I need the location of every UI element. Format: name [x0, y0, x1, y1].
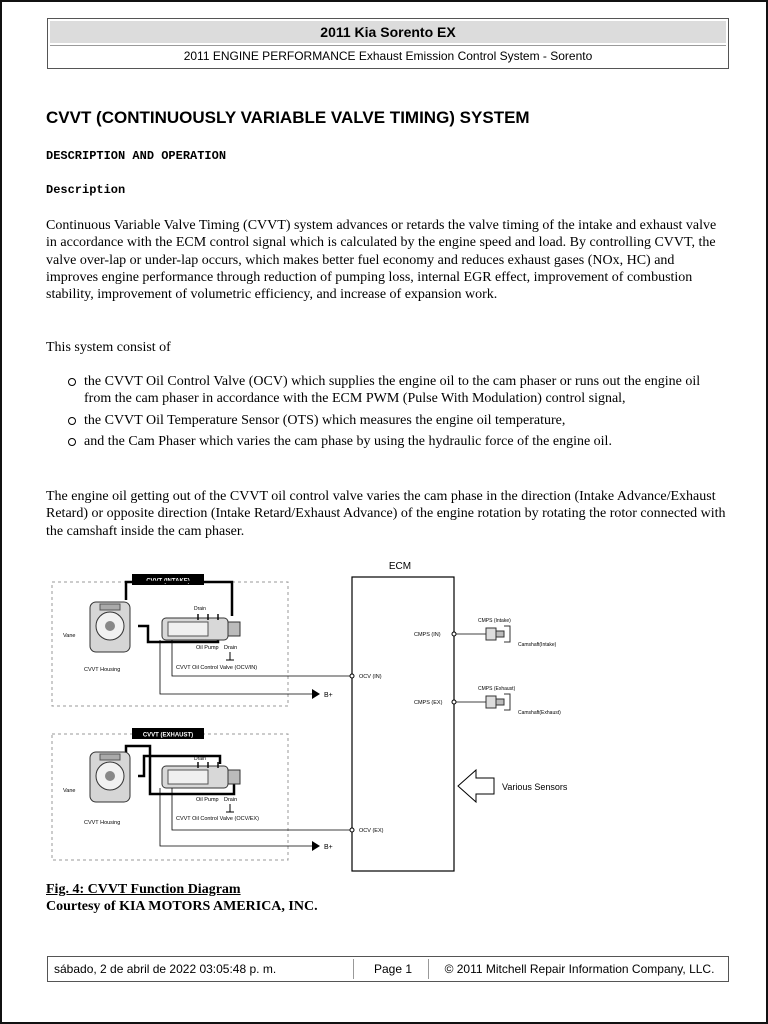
- pin-icon: [452, 700, 456, 704]
- cvvt-function-diagram: [48, 556, 668, 872]
- drain-label: Drain: [224, 645, 238, 651]
- ground-icon: [226, 804, 234, 812]
- intake-phaser-icon: [90, 602, 130, 652]
- exhaust-phaser-icon: [90, 752, 130, 802]
- operation-paragraph: The engine oil getting out of the CVVT oil control valve varies the cam phase in the direction (Intake Advance/Exhaust Retard) or opposite direction (Intake Retard/Exhaust Advance) of the engine rotation by rotating the rotor connected with the camshaft inside the cam phaser.: [46, 489, 726, 539]
- ground-icon: [226, 652, 234, 660]
- bullet-icon: [68, 438, 76, 446]
- cmps-intake-label: CMPS (Intake): [478, 618, 511, 624]
- oil-pump-label: Oil Pump: [196, 797, 219, 803]
- ocv-in-label: CVVT Oil Control Valve (OCV/IN): [176, 665, 258, 671]
- footer-copyright: © 2011 Mitchell Repair Information Company, LLC.: [444, 962, 715, 976]
- exhaust-tag-label: CVVT (EXHAUST): [142, 732, 194, 739]
- bullet-icon: [68, 417, 76, 425]
- footer-date: sábado, 2 de abril de 2022 03:05:48 p. m.: [50, 959, 354, 979]
- drain-label: Drain: [194, 756, 206, 762]
- vane-label: Vane: [63, 788, 76, 794]
- pin-cmps-ex: CMPS (EX): [414, 700, 443, 706]
- pin-icon: [350, 828, 354, 832]
- arrow-icon: [312, 689, 320, 699]
- intake-region: [52, 582, 288, 706]
- header-subtitle: 2011 ENGINE PERFORMANCE Exhaust Emission Control System - Sorento: [50, 45, 726, 66]
- cmps-exhaust-label: CMPS (Exhaust): [478, 686, 516, 692]
- footer-page: Page 1: [358, 959, 429, 979]
- pin-ocv-ex: OCV (EX): [359, 828, 384, 834]
- oil-pump-label: Oil Pump: [196, 645, 219, 651]
- document-header: [47, 18, 729, 69]
- list-item: the CVVT Oil Temperature Sensor (OTS) which measures the engine oil temperature,: [66, 412, 716, 429]
- bplus-label: B+: [324, 692, 333, 699]
- section-title: CVVT (CONTINUOUSLY VARIABLE VALVE TIMING) SYSTEM: [46, 108, 530, 127]
- intake-oil-line-upper: [126, 582, 232, 616]
- component-list: [66, 373, 716, 454]
- figure-credit: Courtesy of KIA MOTORS AMERICA, INC.: [46, 899, 318, 914]
- housing-label: CVVT Housing: [84, 667, 121, 673]
- pin-icon: [452, 632, 456, 636]
- camshaft-intake-label: Camshaft(Intake): [518, 642, 557, 648]
- header-title: 2011 Kia Sorento EX: [50, 21, 726, 43]
- pin-cmps-in: CMPS (IN): [414, 632, 441, 638]
- intake-ocv-icon: [162, 614, 240, 640]
- various-sensors-label: Various Sensors: [502, 782, 568, 792]
- document-footer: [47, 956, 729, 982]
- ocv-ex-label: CVVT Oil Control Valve (OCV/EX): [176, 816, 259, 822]
- list-item: the CVVT Oil Control Valve (OCV) which supplies the engine oil to the cam phaser or runs out the engine oil from the cam phaser in accordance with the ECM PWM (Pulse With Modulation) control signal,: [66, 373, 716, 408]
- bplus-label: B+: [324, 844, 333, 851]
- subsubheading: Description: [46, 183, 126, 197]
- list-item: and the Cam Phaser which varies the cam phase by using the hydraulic force of the engine oil.: [66, 433, 716, 450]
- vane-label: Vane: [63, 633, 76, 639]
- description-paragraph: Continuous Variable Valve Timing (CVVT) system advances or retards the valve timing of the intake and exhaust valve in accordance with the ECM control signal which is calculated by the engine speed and load. By controlling CVVT, the valve over-lap or under-lap occurs, which makes better fuel economy and reduces exhaust gases (NOx, HC) and improves engine performance through reduction of pumping loss, internal EGR effect, improvement of combustion stability, improvement of volumetric efficiency, and increase of expansion work.: [46, 218, 717, 303]
- subheading: DESCRIPTION AND OPERATION: [46, 149, 227, 163]
- exhaust-ocv-icon: [162, 762, 240, 788]
- pin-icon: [350, 674, 354, 678]
- housing-label: CVVT Housing: [84, 820, 121, 826]
- exhaust-region: [52, 734, 288, 860]
- cmps-intake-sensor-icon: [486, 626, 510, 642]
- drain-label: Drain: [194, 606, 206, 612]
- cmps-exhaust-sensor-icon: [486, 694, 510, 710]
- camshaft-exhaust-label: Camshaft(Exhaust): [518, 710, 561, 716]
- pin-ocv-in: OCV (IN): [359, 674, 382, 680]
- ecm-box: [352, 577, 454, 871]
- drain-label: Drain: [224, 797, 238, 803]
- arrow-icon: [312, 841, 320, 851]
- ecm-label: ECM: [388, 561, 412, 572]
- system-intro: This system consist of: [46, 340, 171, 355]
- sensor-input-arrow-icon: [458, 770, 494, 802]
- bullet-icon: [68, 378, 76, 386]
- figure-caption: Fig. 4: CVVT Function Diagram: [46, 882, 241, 897]
- intake-tag-label: CVVT (INTAKE): [146, 578, 190, 585]
